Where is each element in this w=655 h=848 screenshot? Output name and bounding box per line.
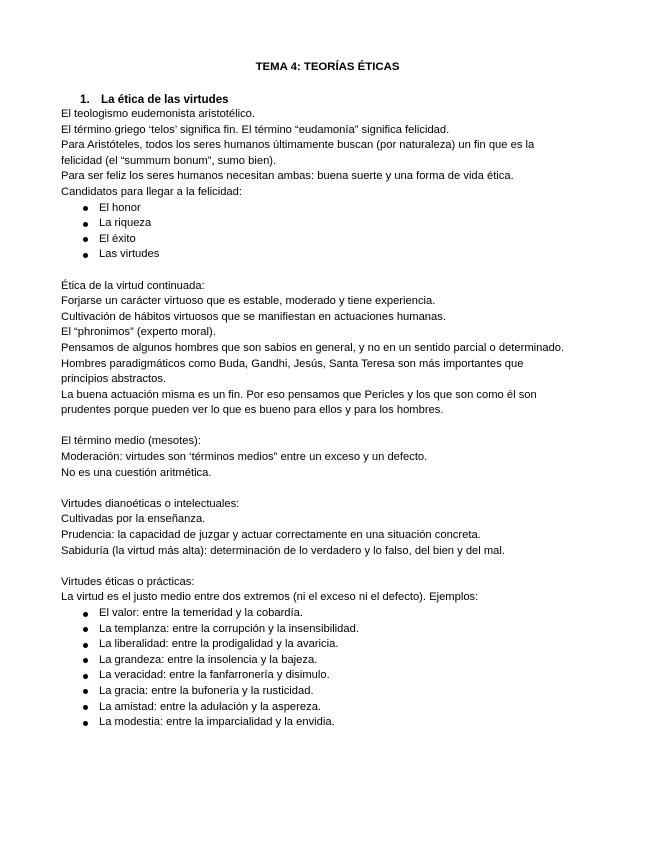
spacer <box>61 559 601 575</box>
paragraph-line: Candidatos para llegar a la felicidad: <box>61 185 242 198</box>
eticas-block <box>61 575 601 606</box>
spacer <box>61 419 601 435</box>
section-heading <box>80 92 229 107</box>
paragraph-line: El “phronimos” (experto moral). <box>61 326 216 339</box>
paragraph-line: El término griego ‘telos’ significa fin. El término “eudamonía” significa felicidad. <box>61 123 450 136</box>
paragraph-line: principios abstractos. <box>61 373 167 386</box>
paragraph-line: El término medio (mesotes): <box>61 435 201 448</box>
section-number: 1. <box>80 93 90 106</box>
paragraph-line: Hombres paradigmáticos como Buda, Gandhi, Jesús, Santa Teresa son más importantes que <box>61 357 524 370</box>
document-body <box>61 107 601 731</box>
paragraph-line: Ética de la virtud continuada: <box>61 279 205 292</box>
intro-block <box>61 107 601 201</box>
paragraph-line: Prudencia: la capacidad de juzgar y actuar correctamente en una situación concreta. <box>61 529 481 542</box>
paragraph-line: Cultivadas por la enseñanza. <box>61 513 206 526</box>
list-item: La amistad: entre la adulación y la aspereza. <box>61 700 601 716</box>
list-item: La templanza: entre la corrupción y la insensibilidad. <box>61 622 601 638</box>
examples-list <box>61 606 601 731</box>
candidates-list <box>61 201 601 263</box>
paragraph-line: Virtudes dianoéticas o intelectuales: <box>61 497 240 510</box>
list-item: La grandeza: entre la insolencia y la bajeza. <box>61 653 601 669</box>
list-item: Las virtudes <box>61 247 601 263</box>
list-item: El honor <box>61 201 601 217</box>
paragraph-line: Cultivación de hábitos virtuosos que se manifiestan en actuaciones humanas. <box>61 310 446 323</box>
spacer <box>61 481 601 497</box>
continued-block <box>61 279 601 419</box>
paragraph-line: La virtud es el justo medio entre dos extremos (ni el exceso ni el defecto). Ejemplos: <box>61 591 479 604</box>
paragraph-line: Pensamos de algunos hombres que son sabios en general, y no en un sentido parcial o determinado. <box>61 341 565 354</box>
list-item: La veracidad: entre la fanfarronería y disimulo. <box>61 668 601 684</box>
dianoeticas-block <box>61 497 601 559</box>
paragraph-line: Sabiduría (la virtud más alta): determinación de lo verdadero y lo falso, del bien y del mal. <box>61 544 505 557</box>
paragraph-line: Para ser feliz los seres humanos necesitan ambas: buena suerte y una forma de vida ética. <box>61 170 514 183</box>
list-item: El éxito <box>61 232 601 248</box>
paragraph-line: Virtudes éticas o prácticas: <box>61 575 195 588</box>
list-item: La liberalidad: entre la prodigalidad y la avaricia. <box>61 637 601 653</box>
paragraph-line: El teologismo eudemonista aristotélico. <box>61 108 256 120</box>
list-item: La modestia: entre la imparcialidad y la envidia. <box>61 715 601 731</box>
list-item: La riqueza <box>61 216 601 232</box>
spacer <box>61 263 601 279</box>
mesotes-block <box>61 434 601 481</box>
section-title: La ética de las virtudes <box>101 93 229 106</box>
paragraph-line: prudentes porque pueden ver lo que es bueno para ellos y para los hombres. <box>61 404 444 417</box>
list-item: El valor: entre la temeridad y la cobardía. <box>61 606 601 622</box>
paragraph-line: Forjarse un carácter virtuoso que es estable, moderado y tiene experiencia. <box>61 295 436 308</box>
paragraph-line: No es una cuestión aritmética. <box>61 466 212 479</box>
paragraph-line: Moderación: virtudes son ‘términos medios” entre un exceso y un defecto. <box>61 451 428 464</box>
list-item: La gracia: entre la bufonería y la rusticidad. <box>61 684 601 700</box>
paragraph-line: La buena actuación misma es un fin. Por eso pensamos que Pericles y los que son como él son <box>61 388 537 401</box>
paragraph-line: felicidad (el “summum bonum”, sumo bien). <box>61 154 277 167</box>
paragraph-line: Para Aristóteles, todos los seres humanos últimamente buscan (por naturaleza) un fin que es la <box>61 139 535 152</box>
document-title: TEMA 4: TEORÍAS ÉTICAS <box>255 61 400 73</box>
